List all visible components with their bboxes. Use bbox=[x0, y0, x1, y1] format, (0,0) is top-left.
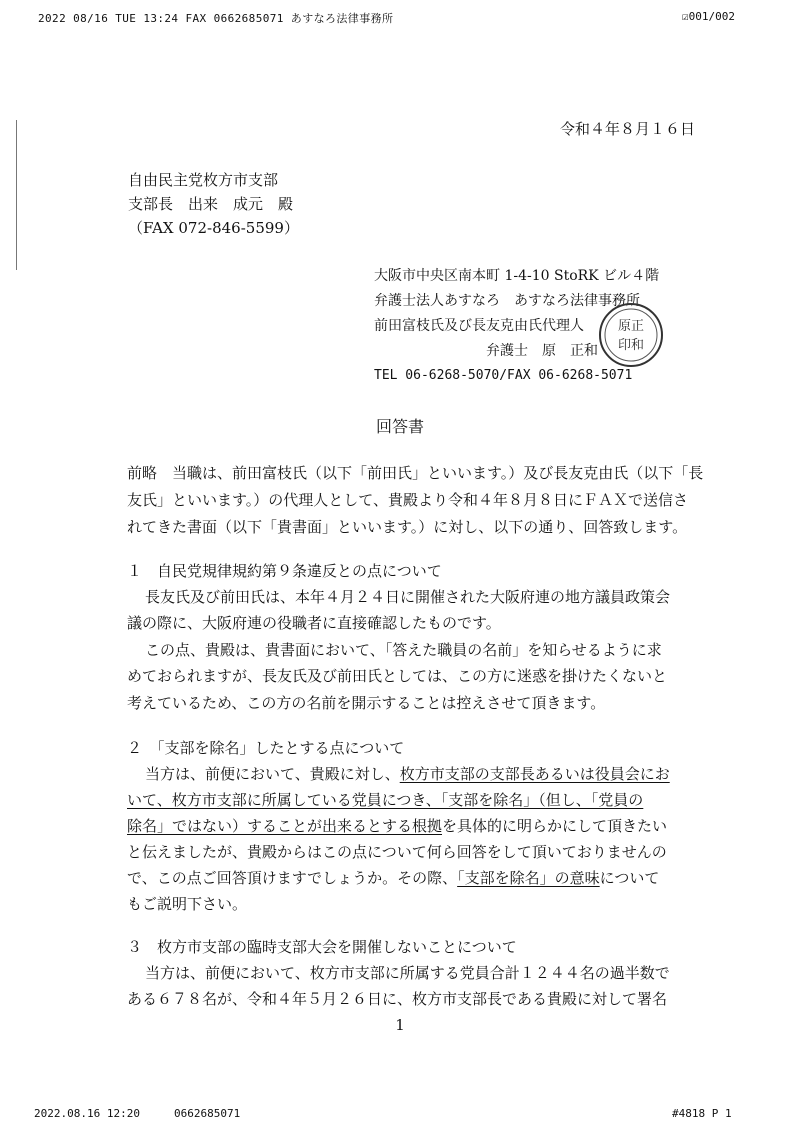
intro-line: 友氏」といいます。）の代理人として、貴殿より令和４年８月８日にＦＡＸで送信さ bbox=[127, 491, 689, 509]
intro-line: 前略 当職は、前田富枝氏（以下「前田氏」といいます。）及び長友克由氏（以下「長 bbox=[127, 464, 704, 482]
section-2-text: を具体的に明らかにして頂きたい bbox=[442, 817, 668, 835]
section-2-heading: ２ 「支部を除名」したとする点について bbox=[127, 739, 405, 757]
section-2-text: で、この点ご回答頂けますでしょうか。その際、 bbox=[127, 869, 458, 887]
seal-stamp-icon bbox=[596, 300, 666, 370]
section-1-heading: １ 自民党規律規約第９条違反との点について bbox=[127, 562, 442, 580]
section-2-line: もご説明下さい。 bbox=[127, 895, 248, 913]
section-2-underlined-text: 除名」ではない）することが出来るとする根拠 bbox=[127, 817, 443, 835]
recipient-fax: （FAX 072-846-5599） bbox=[128, 219, 299, 237]
section-2-text: について bbox=[599, 869, 660, 887]
fax-page-count: ☑001/002 bbox=[682, 10, 735, 23]
section-2-underlined-line: いて、枚方市支部に所属している党員につき、「支部を除名」（但し、「党員の bbox=[127, 791, 644, 809]
recipient-name: 支部長 出来 成元 殿 bbox=[128, 195, 294, 213]
recipient-org: 自由民主党枚方市支部 bbox=[128, 171, 279, 189]
sender-agent: 前田富枝氏及び長友克由氏代理人 bbox=[374, 318, 584, 334]
fax-header-line: 2022 08/16 TUE 13:24 FAX 0662685071 あすなろ法律事務所 bbox=[38, 12, 394, 25]
sender-firm: 弁護士法人あすなろ あすなろ法律事務所 bbox=[374, 293, 640, 309]
section-2-line: と伝えましたが、貴殿からはこの点について何ら回答をして頂いておりませんの bbox=[127, 843, 667, 861]
section-3-heading: ３ 枚方市支部の臨時支部大会を開催しないことについて bbox=[127, 938, 517, 956]
intro-line: れてきた書面（以下「貴書面」といいます。）に対し、以下の通り、回答致します。 bbox=[127, 518, 688, 536]
section-3-line: ある６７８名が、令和４年５月２６日に、枚方市支部長である貴殿に対して署名 bbox=[127, 990, 668, 1008]
sender-lawyer: 弁護士 原 正和 bbox=[486, 343, 598, 359]
section-3-line: 当方は、前便において、枚方市支部に所属する党員合計１２４４名の過半数で bbox=[145, 964, 670, 982]
section-1-line: 議の際に、大阪府連の役職者に直接確認したものです。 bbox=[127, 614, 501, 632]
section-2-underlined-text: 枚方市支部の支部長あるいは役員会にお bbox=[399, 765, 670, 783]
section-2-line bbox=[145, 761, 670, 788]
section-2-line bbox=[127, 865, 659, 892]
document-title: 回答書 bbox=[375, 417, 424, 436]
document-date: 令和４年８月１６日 bbox=[560, 120, 696, 138]
section-2-text: 当方は、前便において、貴殿に対し、 bbox=[145, 765, 400, 783]
seal-text-bottom: 印和 bbox=[617, 338, 645, 353]
section-1-line: めておられますが、長友氏及び前田氏としては、この方に迷惑を掛けたくないと bbox=[127, 667, 668, 685]
fax-footer-number: 0662685071 bbox=[174, 1107, 241, 1120]
section-1-line: この点、貴殿は、貴書面において、「答えた職員の名前」を知らせるように求 bbox=[145, 641, 662, 659]
fax-footer-timestamp: 2022.08.16 12:20 bbox=[34, 1107, 140, 1120]
sender-tel-fax: TEL 06-6268-5070/FAX 06-6268-5071 bbox=[374, 368, 633, 383]
section-1-line: 考えているため、この方の名前を開示することは控えさせて頂きます。 bbox=[127, 694, 606, 712]
section-2-underlined-text: 「支部を除名」の意味 bbox=[457, 869, 600, 887]
section-1-line: 長友氏及び前田氏は、本年４月２４日に開催された大阪府連の地方議員政策会 bbox=[145, 588, 671, 606]
scan-edge-mark bbox=[16, 120, 17, 270]
page-number: 1 bbox=[395, 1016, 405, 1034]
fax-footer-page: #4818 P 1 bbox=[672, 1107, 732, 1120]
seal-text-top: 原正 bbox=[617, 319, 645, 334]
section-2-line bbox=[127, 813, 667, 840]
sender-address: 大阪市中央区南本町 1-4-10 StoRK ビル４階 bbox=[374, 268, 660, 284]
